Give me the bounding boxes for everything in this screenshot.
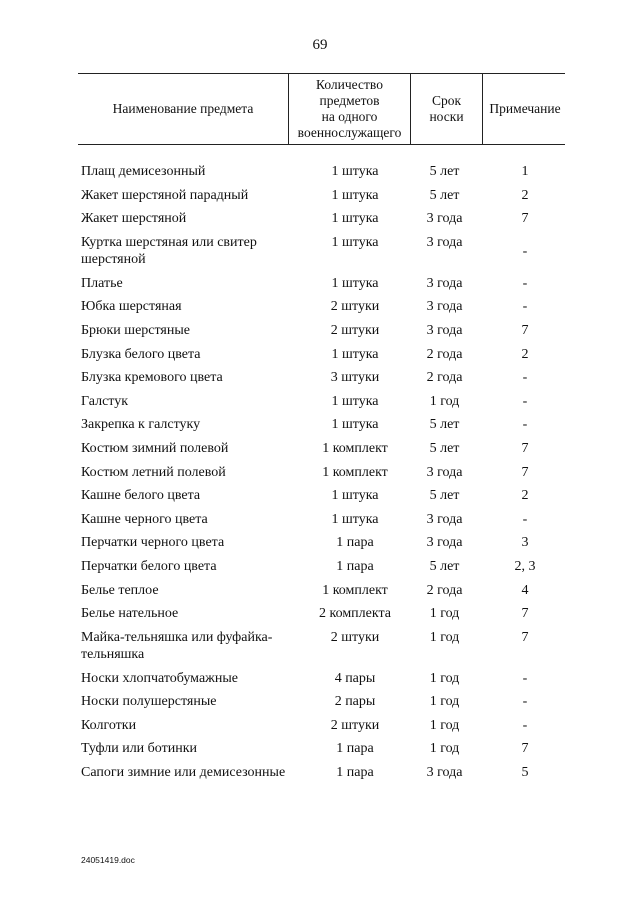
table-row (0, 534, 640, 558)
item-term: 1 год (429, 606, 460, 622)
item-note: - (522, 299, 528, 315)
item-quantity: 1 комплект (322, 464, 388, 480)
item-quantity: 1 штука (331, 164, 379, 179)
item-note: - (522, 417, 528, 433)
item-quantity: 1 штука (331, 187, 379, 203)
header-bottom-rule (78, 144, 565, 145)
item-name: Носки хлопчатобумажные (81, 670, 238, 686)
item-term: 1 год (429, 694, 460, 710)
table-row (0, 464, 640, 488)
item-term: 1 год (429, 717, 460, 733)
table-row (0, 764, 640, 805)
item-name: Носки полушерстяные (81, 694, 217, 710)
item-note: 7 (521, 629, 529, 645)
item-note: - (522, 370, 528, 386)
table-row (0, 558, 640, 582)
table-row (0, 487, 640, 511)
item-term: 5 лет (429, 417, 460, 433)
item-quantity: 1 штука (331, 211, 379, 227)
table-row (0, 163, 640, 187)
table-row (0, 187, 640, 211)
table-row (0, 416, 640, 440)
table-row (0, 629, 640, 670)
item-term: 3 года (426, 511, 463, 527)
table-row (0, 298, 640, 322)
item-quantity: 1 штука (331, 417, 379, 433)
header-name: Наименование предмета (112, 101, 254, 116)
item-note: - (522, 670, 528, 686)
item-name: Брюки шерстяные (81, 322, 190, 338)
item-quantity: 1 пара (336, 741, 374, 757)
table-row (0, 234, 640, 275)
item-quantity: 1 штука (331, 346, 379, 362)
item-term: 5 лет (429, 440, 460, 456)
item-name: Жакет шерстяной (81, 211, 187, 227)
item-quantity: 2 пары (334, 694, 376, 710)
item-name: Костюм зимний полевой (81, 440, 229, 456)
item-name: Платье (81, 275, 123, 291)
item-name: Костюм летний полевой (81, 464, 226, 480)
item-quantity: 1 комплект (322, 440, 388, 456)
item-term: 3 года (426, 234, 463, 250)
item-note: - (522, 511, 528, 527)
table-row (0, 393, 640, 417)
item-note: 4 (521, 582, 529, 598)
item-name: Белье нательное (81, 606, 179, 622)
item-note: 7 (521, 440, 529, 456)
item-name: Перчатки белого цвета (81, 558, 217, 574)
header-term: Срок носки (429, 93, 464, 124)
table-row (0, 670, 640, 694)
item-note: 2, 3 (514, 558, 536, 574)
item-quantity: 1 пара (336, 558, 374, 574)
item-term: 1 год (429, 741, 460, 757)
item-note: - (522, 275, 528, 291)
item-term: 3 года (426, 299, 463, 315)
document-filename: 24051419.doc (81, 855, 135, 865)
item-term: 2 года (426, 346, 463, 362)
table-row (0, 440, 640, 464)
item-name: Кашне черного цвета (81, 511, 208, 527)
item-name: Белье теплое (81, 582, 159, 598)
item-note: - (522, 694, 528, 710)
header-note: Примечание (489, 101, 561, 116)
item-term: 3 года (426, 211, 463, 227)
item-term: 1 год (429, 670, 460, 686)
item-term: 5 лет (429, 488, 460, 504)
item-term: 5 лет (429, 558, 460, 574)
item-note: 7 (521, 741, 529, 757)
table-row (0, 369, 640, 393)
header-quantity: Количество предметов на одного военнослужащего (297, 77, 402, 140)
item-term: 3 года (426, 464, 463, 480)
item-quantity: 1 комплект (322, 582, 388, 598)
item-name: Туфли или ботинки (81, 741, 198, 757)
item-quantity: 1 штука (331, 488, 379, 504)
item-term: 2 года (426, 370, 463, 386)
item-name: Плащ демисезонный (81, 164, 206, 179)
item-quantity: 2 штуки (330, 299, 380, 315)
item-term: 2 года (426, 582, 463, 598)
item-quantity: 4 пары (334, 670, 376, 686)
item-quantity: 1 пара (336, 765, 374, 781)
item-term: 5 лет (429, 164, 460, 179)
item-note: 2 (521, 187, 529, 203)
item-quantity: 1 штука (331, 511, 379, 527)
item-note: 2 (521, 488, 529, 504)
item-term: 1 год (429, 629, 460, 645)
item-name: Галстук (81, 393, 129, 409)
item-note: - (522, 243, 528, 259)
item-note: 7 (521, 322, 529, 338)
table-row (0, 511, 640, 535)
item-term: 5 лет (429, 187, 460, 203)
item-note: - (522, 717, 528, 733)
item-note: 2 (521, 346, 529, 362)
item-note: 1 (521, 164, 529, 179)
table-row (0, 275, 640, 299)
table-row (0, 346, 640, 370)
table-row (0, 717, 640, 741)
item-term: 3 года (426, 275, 463, 291)
item-name: Юбка шерстяная (81, 299, 182, 315)
item-name: Закрепка к галстуку (81, 417, 201, 433)
table-row (0, 740, 640, 764)
item-quantity: 1 штука (331, 393, 379, 409)
item-quantity: 3 штуки (330, 370, 380, 386)
item-term: 1 год (429, 393, 460, 409)
item-note: 3 (521, 535, 529, 551)
item-name: Блузка кремового цвета (81, 370, 223, 386)
item-note: 5 (521, 765, 529, 781)
item-quantity: 1 штука (331, 234, 379, 250)
item-name: Кашне белого цвета (81, 488, 201, 504)
table-row (0, 693, 640, 717)
item-note: 7 (521, 211, 529, 227)
item-note: - (522, 393, 528, 409)
item-name: Куртка шерстяная или свитер шерстяной (81, 234, 257, 267)
table-row (0, 322, 640, 346)
item-quantity: 2 комплекта (319, 606, 391, 622)
page-number: 69 (312, 37, 328, 53)
item-quantity: 1 штука (331, 275, 379, 291)
item-name: Колготки (81, 717, 137, 733)
item-name: Жакет шерстяной парадный (81, 187, 249, 203)
item-quantity: 2 штуки (330, 322, 380, 338)
item-note: 7 (521, 606, 529, 622)
table-row (0, 605, 640, 629)
item-quantity: 2 штуки (330, 629, 380, 645)
item-quantity: 1 пара (336, 535, 374, 551)
item-term: 3 года (426, 765, 463, 781)
item-term: 3 года (426, 322, 463, 338)
item-name: Майка-тельняшка или фуфайка-тельняшка (81, 629, 273, 662)
item-name: Сапоги зимние или демисезонные (81, 765, 286, 781)
item-note: 7 (521, 464, 529, 480)
item-name: Блузка белого цвета (81, 346, 201, 362)
table-row (0, 582, 640, 606)
item-quantity: 2 штуки (330, 717, 380, 733)
table-row (0, 210, 640, 234)
table-body (0, 163, 640, 805)
item-term: 3 года (426, 535, 463, 551)
item-name: Перчатки черного цвета (81, 535, 225, 551)
